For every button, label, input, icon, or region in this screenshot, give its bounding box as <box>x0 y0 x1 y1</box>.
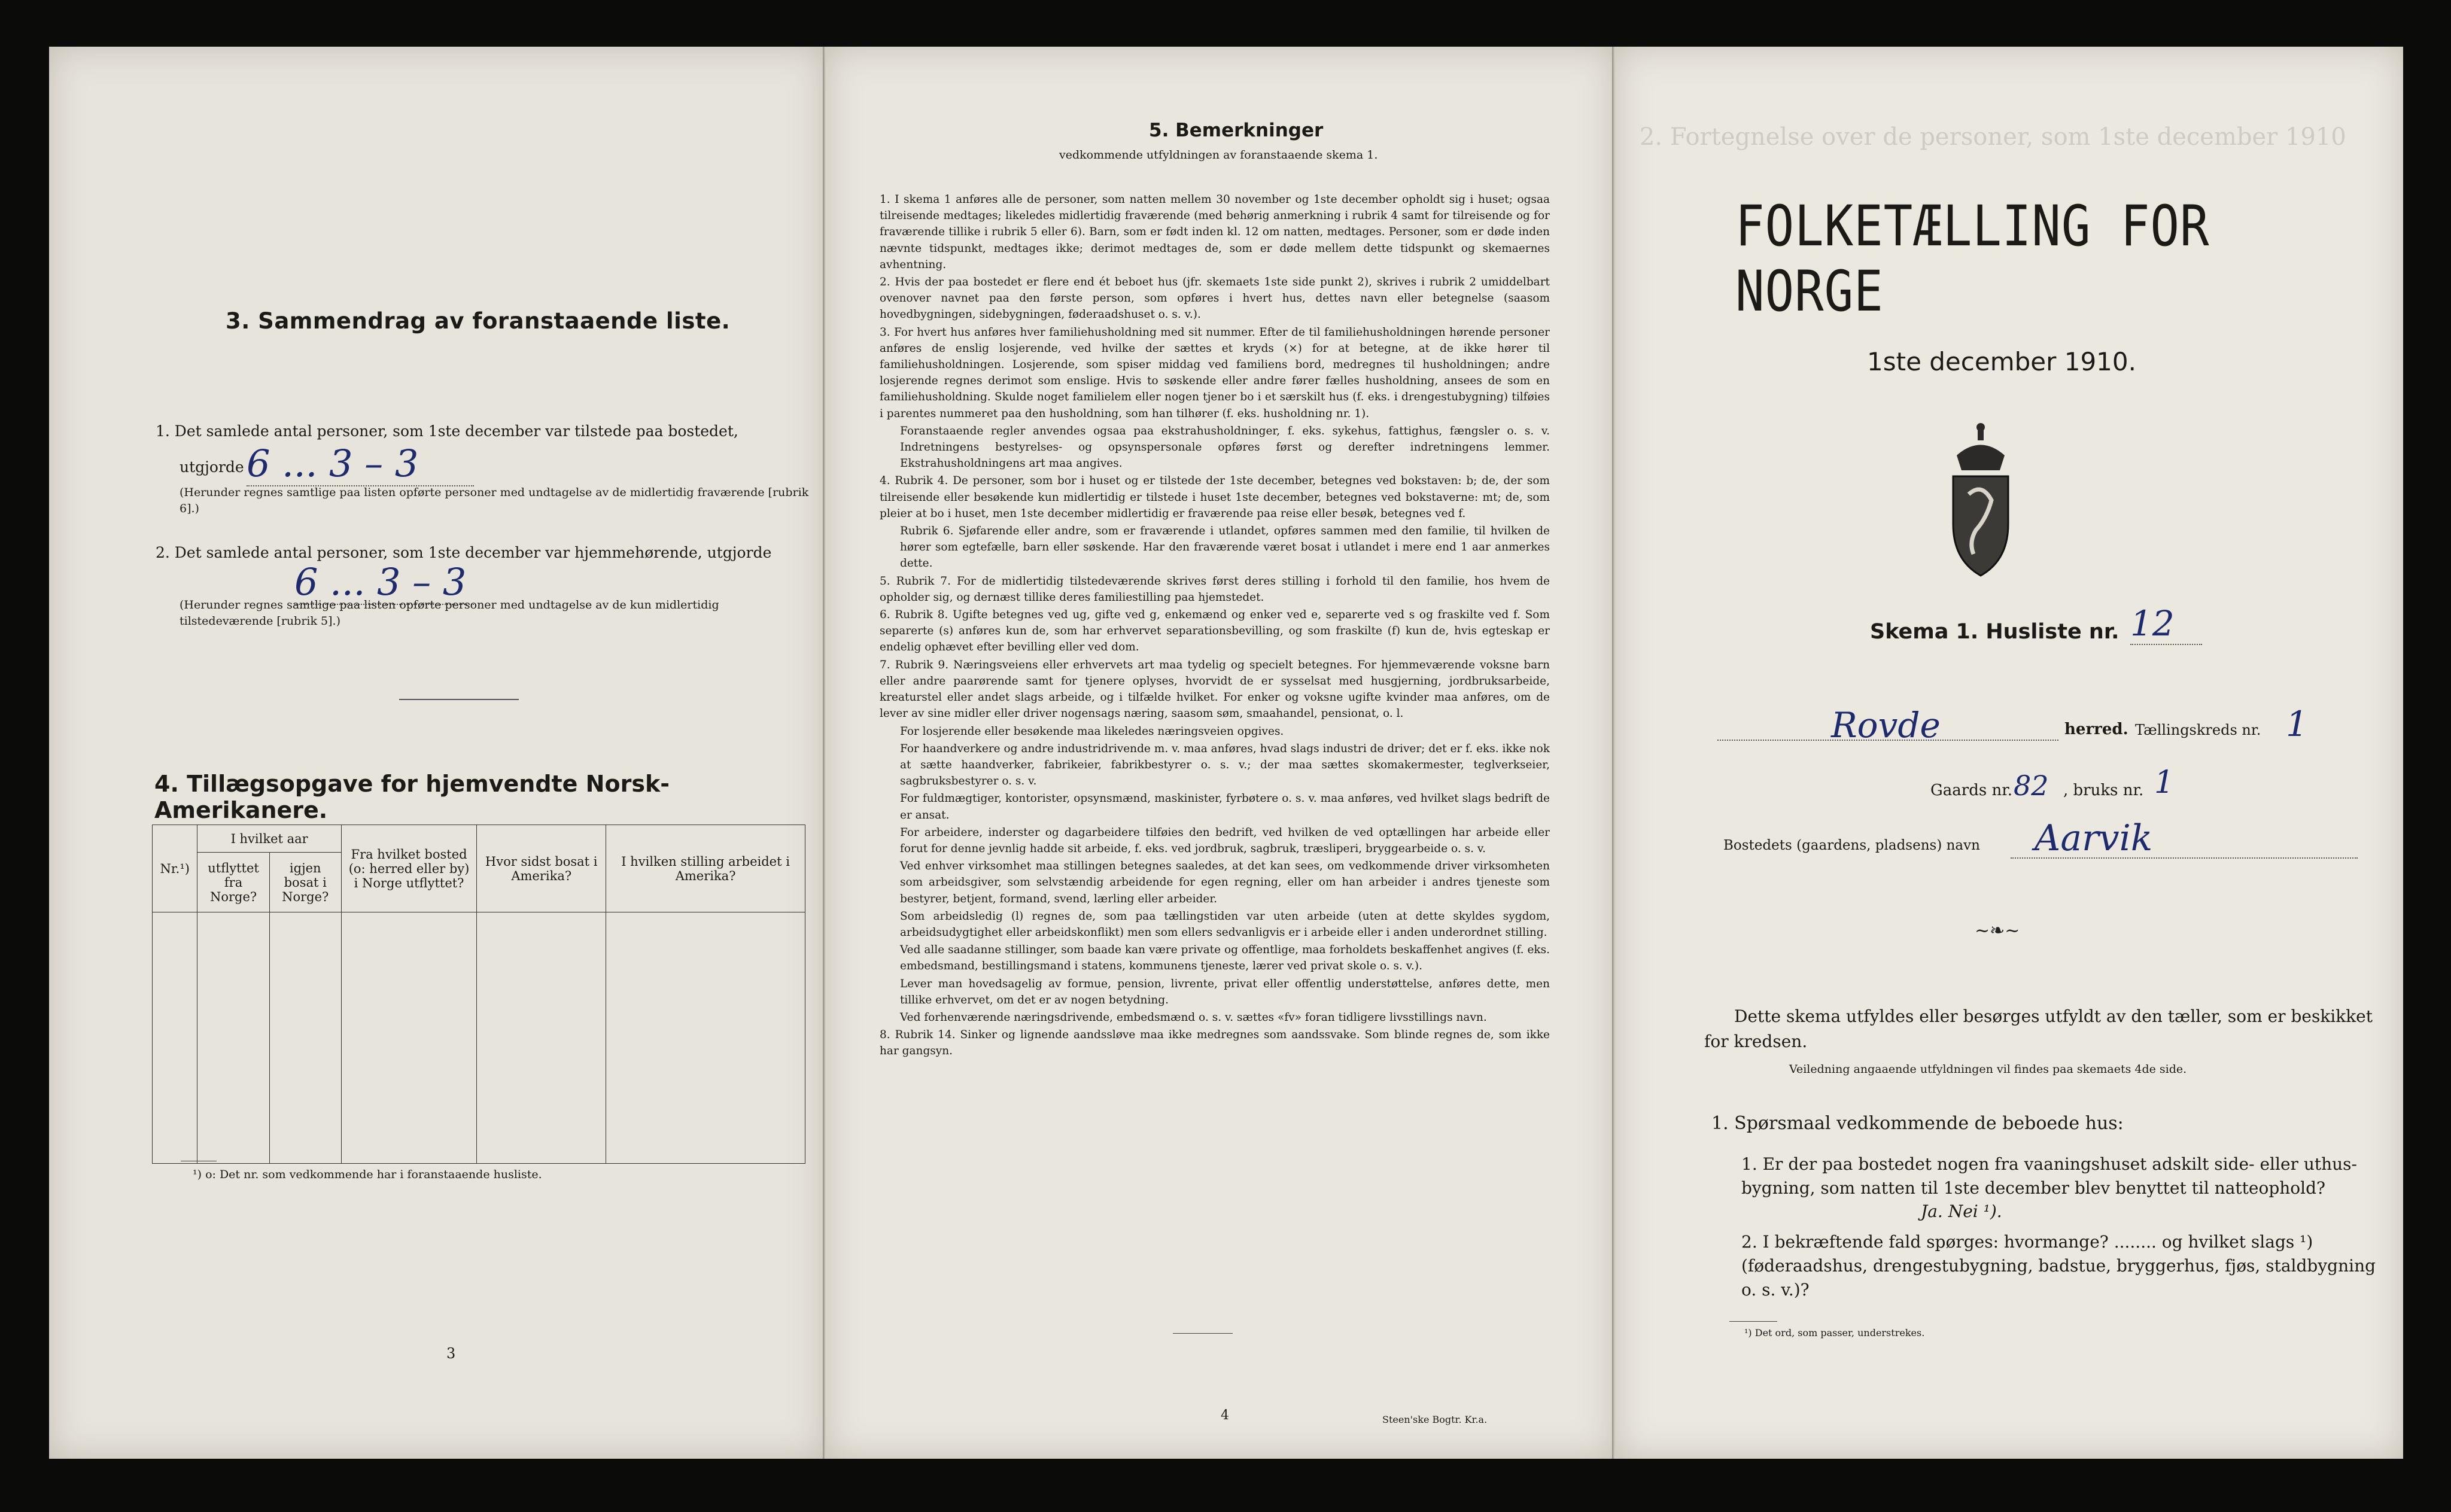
page-left <box>49 47 825 1459</box>
herred-label: herred. <box>2064 720 2128 738</box>
remark-7d: For fuldmægtiger, kontorister, opsynsmænd, maskinister, fyrbøtere o. s. v. maa anføres, ved hvilket slags bedrift de er ansat. <box>900 792 1550 822</box>
bruks-label: , bruks nr. <box>2063 781 2144 799</box>
table-row <box>153 912 805 1164</box>
item1-note: (Herunder regnes samtlige paa listen opførte personer med undtagelse av de midlertidig fraværende [rubrik 6].) <box>180 486 809 515</box>
remark-7e: For arbeidere, inderster og dagarbeidere tilføies den bedrift, ved hvilken de ved optællingen har arbeide eller forut for denne jevnlig hadde sit arbeide, f. eks. ved jordbruk, sagbruk, træsliperi, bryggearbeide o. s. v. <box>900 826 1550 855</box>
table-footnote: ¹) o: Det nr. som vedkommende har i foranstaaende husliste. <box>193 1168 542 1181</box>
remark-7i: Lever man hovedsagelig av formue, pension, livrente, privat eller offentlig understøttelse, anføres dette, men tillike erhvervet, om det er av nogen betydning. <box>900 977 1550 1006</box>
remark-7j: Ved forhenværende næringsdrivende, embedsmænd o. s. v. sættes «fv» foran tidligere livsstillings navn. <box>900 1011 1487 1024</box>
question-1: 1. Er der paa bostedet nogen fra vaaningshuset adskilt side- eller uthus-bygning, som natten til 1ste december blev benyttet til natteophold? <box>1741 1154 2357 1198</box>
page-number: 3 <box>446 1345 456 1362</box>
remark-3b: Foranstaaende regler anvendes ogsaa paa ekstrahusholdninger, f. eks. sykehus, fattighus, fængsler o. s. v. Indretningens bestyrelses- og opsynspersonale opføres først og derefter indretningens lemmer. Ekstrahusholdningens art maa angives. <box>900 424 1550 470</box>
remark-7: 7. Rubrik 9. Næringsveiens eller erhvervets art maa tydelig og specielt betegnes. For hjemmeværende voksne barn eller andre paarørende samt for tjenere oplyses, hvorvidt de er sysselsat med husgjerning, jordbruksarbeide, kreaturstel eller andet slags arbeide, og i tilfælde hvilket. For enker og voksne ugifte kvinder maa anføres, om de lever av sine midler eller driver nogensags næring, saasom søm, smaahandel, pensionat, o. l. <box>880 658 1550 720</box>
norsk-amerikanere-table <box>152 825 805 1164</box>
col-utflyttet: utflyttet fra Norge? <box>197 853 269 912</box>
col-nr: Nr.¹) <box>153 825 197 912</box>
ornament-divider: ~❧~ <box>1975 920 2020 941</box>
remark-7c: For haandverkere og andre industridrivende m. v. maa anføres, hvad slags industri de driver; det er f. eks. ikke nok at sætte haandverker, fabrikeier, fabrikbestyrer o. s. v.; der maa sættes skomakermester, teglverkseier, sagbruksbestyrer o. s. v. <box>900 742 1550 788</box>
question-1-answer: Ja. Nei ¹). <box>1921 1201 2002 1221</box>
bosted-value: Aarvik <box>2035 817 2153 859</box>
guide-text: Veiledning angaaende utfyldningen vil findes paa skemaets 4de side. <box>1789 1063 2187 1076</box>
item2-note: (Herunder regnes samtlige paa listen opførte personer med undtagelse av de kun midlertidig tilstedeværende [rubrik 5].) <box>180 598 719 628</box>
main-title: FOLKETÆLLING FOR NORGE <box>1735 194 2210 324</box>
remark-7b: For losjerende eller besøkende maa likeledes næringsveien opgives. <box>900 725 1284 738</box>
item2-text: 2. Det samlede antal personer, som 1ste december var hjemmehørende, utgjorde <box>156 544 772 561</box>
page-middle <box>826 47 1614 1459</box>
question-2: 2. I bekræftende fald spørges: hvormange? ........ og hvilket slags ¹) (føderaadshus, drengestubygning, badstue, bryggerhus, fjøs, staldbygning o. s. v.)? <box>1741 1232 2376 1300</box>
section4-title: 4. Tillægsopgave for hjemvendte Norsk-Amerikanere. <box>154 771 670 823</box>
section3-title: 3. Sammendrag av foranstaaende liste. <box>226 308 731 334</box>
remark-8: 8. Rubrik 14. Sinker og lignende aandssløve maa ikke medregnes som aandssvake. Som blinde regnes de, som ikke har gangsyn. <box>880 1029 1550 1058</box>
census-date: 1ste december 1910. <box>1867 347 2136 376</box>
coat-of-arms-icon <box>1945 422 2017 578</box>
col-bosat: igjen bosat i Norge? <box>269 853 341 912</box>
ghost-show-through: 2. Fortegnelse over de personer, som 1ste december 1910 <box>1640 123 2346 151</box>
remark-4b: Rubrik 6. Sjøfarende eller andre, som er fraværende i utlandet, opføres sammen med den familie, til hvilken de hører som egtefælle, barn eller søskende. Har den fraværende været bosat i utlandet i mere end 1 aar anmerkes dette. <box>900 525 1550 570</box>
remark-1: 1. I skema 1 anføres alle de personer, som natten mellem 30 november og 1ste december opholdt sig i huset; ogsaa tilreisende medtages; likeledes midlertidig fraværende (med behørig anmerkning i rubrik 4 samt for tilreisende og for fraværende tillike i rubrik 5 eller 6). Barn, som er født inden kl. 12 om natten, medtages. Personer, som er døde inden nævnte tidspunkt, medtages ikke; derimot medtages de, som er døde mellem dette tidspunkt og skemaernes avhentning. <box>880 193 1550 271</box>
schema-label: Skema 1. Husliste nr. <box>1870 620 2119 644</box>
remark-7h: Ved alle saadanne stillinger, som baade kan være private og offentlige, maa forholdets beskaffenhet angives (f. eks. embedsmand, bestillingsmand i statens, kommunens tjeneste, lærer ved privat skole o. s. v.). <box>900 944 1550 973</box>
herred-value: Rovde <box>1831 705 1941 746</box>
remarks-title: 5. Bemerkninger <box>1149 120 1324 141</box>
col-stilling: I hvilken stilling arbeidet i Amerika? <box>606 825 805 912</box>
footnote: ¹) Det ord, som passer, understrekes. <box>1744 1327 1925 1338</box>
footnote-rule <box>1729 1321 1777 1322</box>
kreds-label: Tællingskreds nr. <box>2135 722 2261 738</box>
remark-3: 3. For hvert hus anføres hver familiehusholdning med sit nummer. Efter de til familiehusholdningen hørende personer anføres de enslig losjerende, ved hvilke der sættes et kryds (×) for at betegne, at de ikke hører til familiehusholdningen. Losjerende, som spiser middag ved familiens bord, medregnes til husholdningen; andre losjerende regnes derimot som enslige. Hvis to søskende eller andre fører fælles husholdning, ansees de som en familiehusholdning. Skulde noget familielem eller nogen tjener bo i et særskilt hus (f. eks. i drengestubygning) tilføies i parentes nummeret paa den husholdning, som han tilhører (f. eks. husholdning nr. 1). <box>880 325 1550 420</box>
remarks-subtitle: vedkommende utfyldningen av foranstaaende skema 1. <box>1059 148 1378 162</box>
remark-2: 2. Hvis der paa bostedet er flere end ét beboet hus (jfr. skemaets 1ste side punkt 2), skrives i rubrik 2 umiddelbart ovenover navnet paa den første person, som opføres i hvert hus, dettes navn eller betegnelse (saasom hovedbygningen, sidebygningen, føderaadshuset o. s. v.). <box>880 276 1550 321</box>
intro-text: Dette skema utfyldes eller besørges utfyldt av den tæller, som er beskikket for kredsen. <box>1704 1006 2373 1051</box>
item1-utgjorde: utgjorde <box>180 458 244 476</box>
divider <box>399 699 519 700</box>
remark-5: 5. Rubrik 7. For de midlertidig tilstedeværende skrives først deres stilling i forhold til den familie, hos hvem de opholder sig, og dernæst tillike deres familiestilling paa hjemstedet. <box>880 574 1550 604</box>
col-bosted: Fra hvilket bosted (o: herred eller by) i Norge utflyttet? <box>341 825 476 912</box>
remark-7f: Ved enhver virksomhet maa stillingen betegnes saaledes, at det kan sees, om vedkommende driver virksomheten som arbeidsgiver, som selvstændig arbeidende for egen regning, eller om han arbeider i andres tjeneste som bestyrer, betjent, formand, svend, lærling eller arbeider. <box>900 860 1550 905</box>
remark-6: 6. Rubrik 8. Ugifte betegnes ved ug, gifte ved g, enkemænd og enker ved e, separerte ved s og fraskilte ved f. Som separerte (s) anføres kun de, som har erhvervet separationsbevilling, og som fraskilte (f) kun de, hvis egteskap er endelig ophævet efter bevilling eller ved dom. <box>880 609 1550 654</box>
remarks-end-rule <box>1173 1333 1233 1334</box>
remark-4: 4. Rubrik 4. De personer, som bor i huset og er tilstede der 1ste december, betegnes ved bokstaven: b; de, der som tilreisende eller besøkende kun midlertidig er tilstede i huset 1ste december, betegnes ved bokstaverne: mt; de, som pleier at bo i huset, men 1ste december midlertidig er fraværende paa reise eller besøk, betegnes ved f. <box>880 474 1550 520</box>
husliste-nr-value: 12 <box>2130 603 2202 645</box>
gaards-label: Gaards nr. <box>1930 781 2013 799</box>
item1-text: 1. Det samlede antal personer, som 1ste december var tilstede paa bostedet, <box>156 422 738 440</box>
page-number: 4 <box>1221 1408 1229 1423</box>
col-amerika: Hvor sidst bosat i Amerika? <box>477 825 606 912</box>
printer-credit: Steen'ske Bogtr. Kr.a. <box>1382 1414 1488 1425</box>
bruks-value: 1 <box>2154 765 2175 801</box>
questions-heading: 1. Spørsmaal vedkommende de beboede hus: <box>1711 1113 2124 1134</box>
remarks-body <box>880 191 1550 1061</box>
page-right <box>1616 47 2403 1459</box>
gaards-value: 82 <box>2014 769 2049 802</box>
item1-values: 6 ... 3 – 3 <box>247 442 474 486</box>
bosted-label: Bostedets (gaardens, pladsens) navn <box>1723 838 1980 853</box>
col-hvilket-aar: I hvilket aar <box>197 825 341 853</box>
remark-7g: Som arbeidsledig (l) regnes de, som paa tællingstiden var uten arbeide (uten at dette skyldes sygdom, arbeidsudygtighet eller arbeidskonflikt) men som ellers sedvanligvis er i arbeide eller i anden underordnet stilling. <box>900 909 1550 939</box>
item2-values: 6 ... 3 – 3 <box>294 560 474 605</box>
kreds-value: 1 <box>2286 704 2308 744</box>
